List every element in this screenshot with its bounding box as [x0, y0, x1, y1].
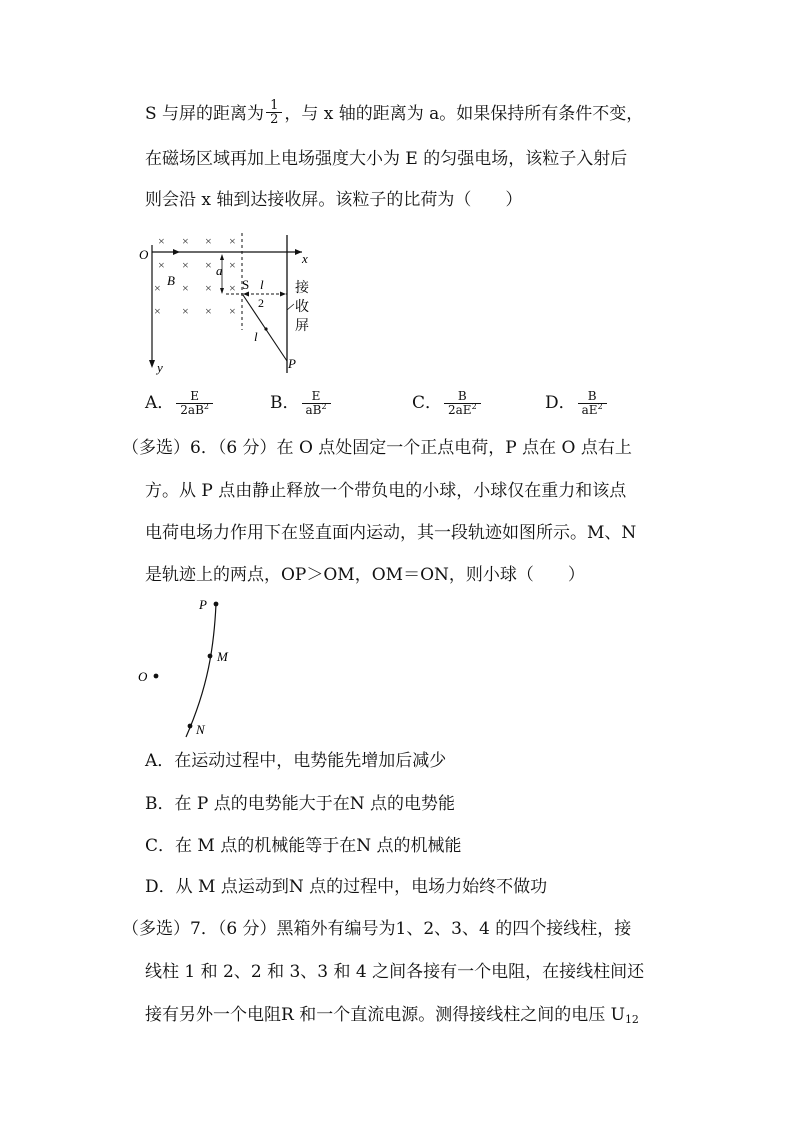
q5-option-a[interactable] [145, 390, 215, 417]
label-p: P [288, 356, 296, 371]
q5-line-3: 则会沿 x 轴到达接收屏。该粒子的比荷为（ ） [145, 190, 523, 210]
half-l-arrow-right-icon [280, 292, 286, 297]
cross-mark: × [154, 281, 161, 295]
label-field-b: B [167, 273, 175, 288]
q6-line-2: 方。从 P 点由静止释放一个带负电的小球，小球仅在重力和该点 [145, 481, 627, 501]
q7-voltage-subscript: 12 [624, 1013, 639, 1026]
q6-line-4: 是轨迹上的两点，OP＞OM，OM＝ON，则小球（ ） [145, 565, 585, 585]
q6-line-3: 电荷电场力作用下在竖直面内运动，其一段轨迹如图所示。M、N [145, 523, 637, 543]
option-letter: A． [145, 393, 175, 413]
q5-line-1 [145, 98, 644, 128]
x-axis-arrow-icon [295, 249, 302, 255]
a-arrow-down-icon [220, 288, 224, 294]
point-o [154, 674, 159, 679]
q5-line-2: 在磁场区域再加上电场强度大小为 E 的匀强电场，该粒子入射后 [145, 149, 628, 169]
option-letter: C． [412, 393, 443, 413]
q7-line-3 [145, 1003, 639, 1027]
option-fraction: $\frac{B}{aE^2}$ [578, 390, 607, 417]
q7-line-3-text: 接有另外一个电阻R 和一个直流电源。测得接线柱之间的电压 U [145, 1005, 625, 1025]
trajectory-curve [186, 604, 216, 737]
q6-figure [130, 592, 250, 742]
label-x-axis: x [302, 251, 308, 266]
cross-mark: × [229, 281, 236, 295]
q5-option-b[interactable] [270, 390, 333, 417]
cross-mark: × [205, 234, 212, 248]
q5-figure [130, 225, 330, 385]
point-p [214, 602, 219, 607]
q6-line-1: （多选）6．（6 分）在 O 点处固定一个正点电荷，P 点在 O 点右上 [122, 438, 632, 458]
cross-mark: × [205, 281, 212, 295]
q6-option-d[interactable]: D．从 M 点运动到N 点的过程中，电场力始终不做功 [145, 877, 548, 897]
label-o: O [138, 669, 148, 684]
option-fraction: $\frac{E}{2aB^2}$ [176, 390, 213, 417]
q6-option-b[interactable]: B．在 P 点的电势能大于在N 点的电势能 [145, 794, 456, 814]
label-half-l-num: l [260, 277, 264, 292]
y-axis-arrow-icon [149, 360, 155, 368]
q7-line-2: 线柱 1 和 2、2 和 3、3 和 4 之间各接有一个电阻，在接线柱间还 [145, 962, 645, 982]
cross-mark: × [158, 234, 165, 248]
label-screen-2: 收 [295, 300, 309, 315]
point-n [188, 724, 193, 729]
label-half-l-den: 2 [258, 296, 264, 310]
cross-mark: × [182, 281, 189, 295]
label-n: N [196, 722, 205, 737]
cross-mark: × [229, 258, 236, 272]
cross-mark: × [205, 304, 212, 318]
path-dot [264, 327, 267, 330]
label-screen-1: 接 [295, 281, 309, 296]
q7-line-1: （多选）7．（6 分）黑箱外有编号为1、2、3、4 的四个接线柱，接 [122, 919, 632, 939]
label-s: S [242, 277, 250, 292]
label-screen-3: 屏 [295, 319, 309, 334]
cross-mark: × [154, 304, 161, 318]
label-origin: O [139, 247, 149, 262]
q5-option-d[interactable] [545, 390, 609, 417]
q5-option-c[interactable] [412, 390, 483, 417]
option-letter: B． [270, 393, 300, 413]
point-m [208, 654, 213, 659]
q6-option-c[interactable]: C．在 M 点的机械能等于在N 点的机械能 [145, 836, 462, 856]
label-p: P [199, 597, 207, 612]
screen-leader [287, 304, 294, 310]
cross-mark: × [158, 258, 165, 272]
cross-mark: × [182, 258, 189, 272]
cross-mark: × [182, 234, 189, 248]
q5-line-1-pre: S 与屏的距离为 [145, 104, 265, 124]
label-y-axis: y [157, 360, 163, 375]
cross-mark: × [182, 304, 189, 318]
q6-option-a[interactable]: A．在运动过程中，电势能先增加后减少 [145, 751, 447, 771]
option-fraction: $\frac{E}{aB^2}$ [302, 390, 331, 417]
label-l: l [254, 329, 258, 344]
cross-mark: × [205, 258, 212, 272]
option-letter: D． [545, 393, 576, 413]
cross-mark: × [229, 304, 236, 318]
q5-line-1-post: ，与 x 轴的距离为 a。如果保持所有条件不变， [284, 104, 644, 124]
cross-mark: × [229, 234, 236, 248]
label-m: M [217, 649, 228, 664]
label-a: a [216, 263, 223, 278]
option-fraction: $\frac{B}{2aE^2}$ [444, 390, 481, 417]
a-arrow-up-icon [220, 254, 224, 260]
entry-arrow-icon [173, 249, 180, 255]
q5-half-fraction: $\frac{1}{2}$ [266, 99, 282, 126]
